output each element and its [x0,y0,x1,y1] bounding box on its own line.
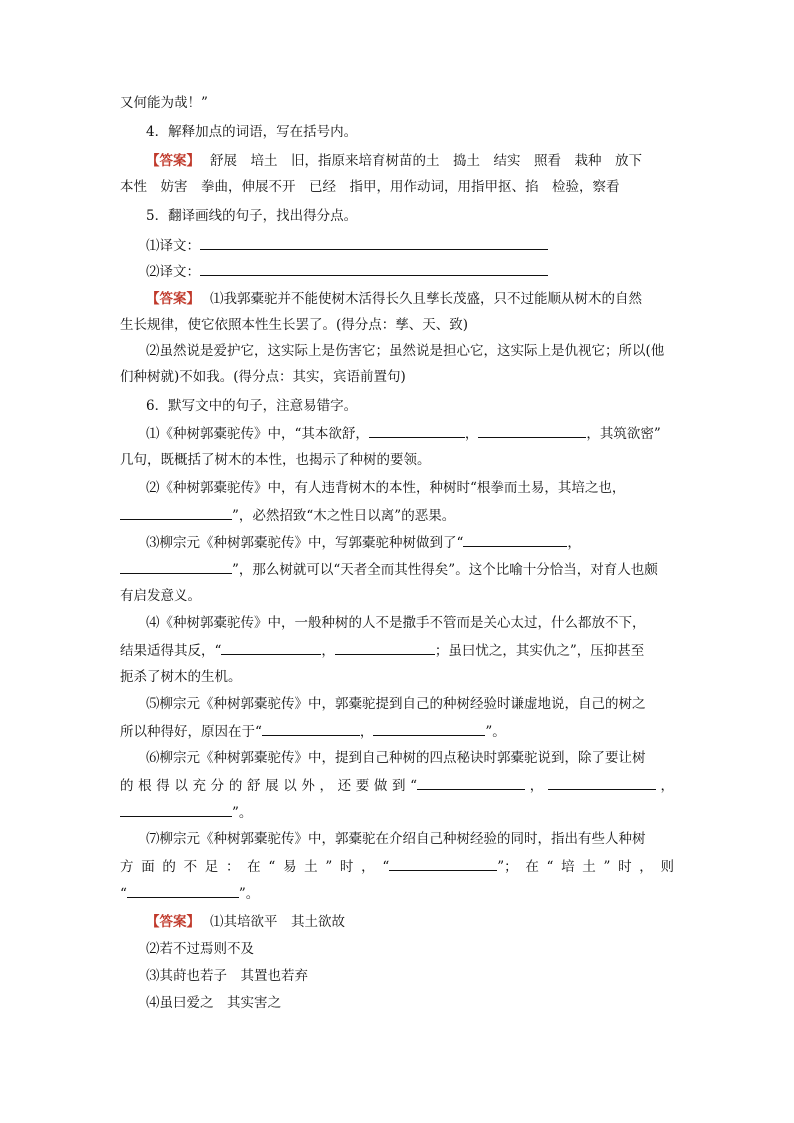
answer-blank[interactable] [200,235,548,250]
answer-6-line-1 [146,912,345,932]
prompt-text: ，其筑欲密” [586,426,661,442]
answer-6-line-4: ⑷虽曰爱之 其实害之 [146,995,281,1011]
q6-7-line-2 [120,856,674,877]
answer-5-line-4: 们种树就)不如我。(得分点：其实，宾语前置句) [120,369,406,385]
prompt-text: ”；在“培土”时，则 [497,859,674,875]
answer-blank[interactable] [262,721,360,736]
prompt-text: 的根得以充分的舒展以外，还要做到“ [120,778,418,794]
punctuation: ， [321,643,335,659]
prompt-text: “ [120,886,127,902]
answer-label: 【答案】 [146,153,200,169]
prompt-text: ”。 [485,724,506,740]
answer-blank[interactable] [120,802,232,817]
answer-5-line-3: ⑵虽然说是爱护它，这实际上是伤害它；虽然说是担心它，这实际上是仇视它；所以(他 [146,343,665,359]
question-5: 5．翻译画线的句子，找出得分点。 [146,208,358,224]
q5-translation-1 [146,235,548,256]
prompt-text: ”，必然招致“木之性日以离”的恶果。 [232,508,456,524]
q6-4-line-1: ⑷《种树郭橐驼传》中，一般种树的人不是撒手不管而是关心太过，什么都放不下， [146,615,646,631]
answer-blank[interactable] [120,505,232,520]
text-line: 又何能为哉！” [120,95,208,111]
question-4: 4．解释加点的词语，写在括号内。 [146,124,358,140]
answer-blank[interactable] [463,532,567,547]
answer-blank[interactable] [221,640,321,655]
punctuation: ， [464,426,479,442]
translation-label: ⑵译文： [146,264,200,280]
answer-blank[interactable] [200,261,548,276]
prompt-text: ”。 [238,886,260,902]
answer-6-line-2: ⑵若不过焉则不及 [146,941,254,957]
answer-4-line-1 [146,151,642,171]
translation-label: ⑴译文： [146,238,200,254]
answer-blank[interactable] [548,775,656,790]
q6-2-line-1: ⑵《种树郭橐驼传》中，有人违背树木的本性，种树时“根拳而土易，其培之也， [146,480,626,496]
q6-4-line-2 [120,640,644,661]
prompt-text: ；虽曰忧之，其实仇之”，压抑甚至 [434,643,645,659]
q6-1-line-2: 几句，既概括了树木的本性，也揭示了种树的要领。 [120,452,431,468]
answer-blank[interactable] [369,423,465,438]
answer-6-line-3: ⑶其莳也若子 其置也若弃 [146,968,308,984]
answer-label: 【答案】 [146,291,200,307]
answer-blank[interactable] [478,423,586,438]
answer-blank[interactable] [335,640,435,655]
prompt-text: 结果适得其反，“ [120,643,222,659]
answer-4-line-2: 本性 妨害 拳曲，伸展不开 已经 指甲，用作动词，用指甲抠、掐 检验，察看 [120,179,620,195]
prompt-text: 所以种得好，原因在于“ [120,724,262,740]
q5-translation-2 [146,261,548,282]
answer-blank[interactable] [417,775,525,790]
q6-2-line-2 [120,505,455,526]
q6-6-line-2 [120,775,674,796]
punctuation: ， [359,724,374,740]
q6-6-line-3 [120,802,252,823]
prompt-text: 方面的不足：在“易土”时，“ [120,859,390,875]
prompt-text: ”，那么树就可以“天者全而其性得矣”。这个比喻十分恰当，对育人也颇 [232,562,658,578]
answer-text: 舒展 培土 旧，指原来培育树苗的土 捣土 结实 照看 栽种 放下 [210,153,642,169]
answer-blank[interactable] [120,559,232,574]
q6-4-line-3: 扼杀了树木的生机。 [120,669,242,685]
answer-blank[interactable] [389,856,497,871]
q6-6-line-1: ⑹柳宗元《种树郭橐驼传》中，提到自己种树的四点秘诀时郭橐驼说到，除了要让树 [146,750,646,766]
prompt-text: ”。 [232,805,253,821]
q6-3-line-3: 有启发意义。 [120,588,201,604]
prompt-text: ⑶柳宗元《种树郭橐驼传》中，写郭橐驼种树做到了“ [146,535,464,551]
q6-7-line-3 [120,883,259,904]
answer-5-line-1 [146,289,642,309]
answer-text: ⑴其培欲平 其土欲故 [210,914,345,930]
answer-blank[interactable] [127,883,239,898]
answer-text: ⑴我郭橐驼并不能使树木活得长久且孳长茂盛，只不过能顺从树木的自然 [210,291,642,307]
q6-7-line-1: ⑺柳宗元《种树郭橐驼传》中，郭橐驼在介绍自己种树经验的同时，指出有些人种树 [146,831,646,847]
q6-5-line-2 [120,721,506,742]
punctuation: ， [567,535,581,551]
q6-3-line-2 [120,559,658,580]
punctuation: ， [525,778,548,794]
question-6: 6．默写文中的句子，注意易错字。 [146,398,358,414]
q6-3-line-1 [146,532,581,553]
q6-1-line-1 [146,423,661,444]
answer-blank[interactable] [373,721,485,736]
answer-5-line-2: 生长规律，使它依照本性生长罢了。(得分点：孳、天、致) [120,317,469,333]
punctuation: ， [655,778,675,794]
q6-5-line-1: ⑸柳宗元《种树郭橐驼传》中，郭橐驼提到自己的种树经验时谦虚地说，自己的树之 [146,696,646,712]
prompt-text: ⑴《种树郭橐驼传》中，“其本欲舒， [146,426,369,442]
answer-label: 【答案】 [146,914,200,930]
